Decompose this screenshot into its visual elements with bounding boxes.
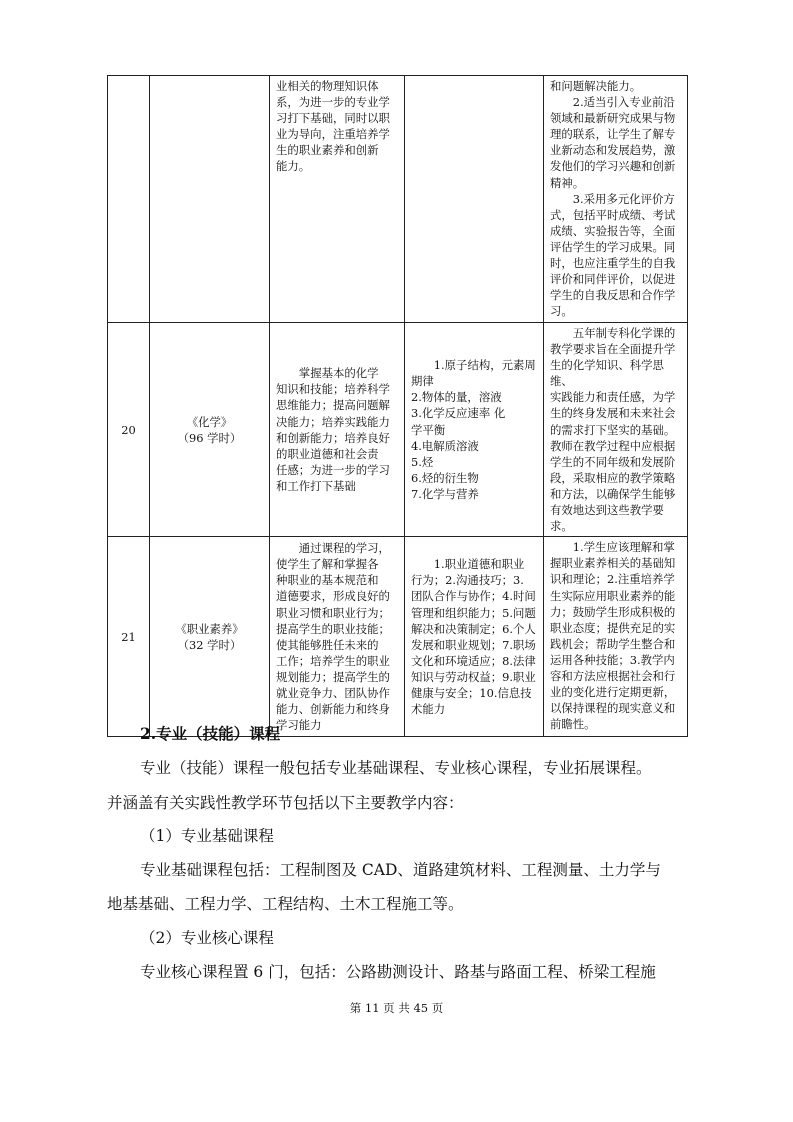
- objectives-cell: [270, 323, 405, 537]
- requirements-text: 3.采用多元化评价方 式，包括平时成绩、考试 成绩、实验报告等，全面 评估学生的学习成果。同 时，也应注重学生的自我 评价和同伴评价，以促进 学生的自我反思和合作学 习。: [550, 191, 676, 319]
- table-row: [108, 537, 688, 737]
- course-table: [107, 75, 688, 737]
- requirements-text: 和问题解决能力。: [550, 79, 642, 93]
- body-paragraph: 地基基础、工程力学、工程结构、土木工程施工等。: [107, 895, 464, 913]
- course-name-cell: [150, 76, 270, 323]
- course-name-cell: [150, 537, 270, 737]
- requirements-cell: [544, 537, 688, 737]
- content-cell: [405, 323, 544, 537]
- course-hours: （32 学时）: [177, 637, 242, 652]
- content-cell: [405, 76, 544, 323]
- body-paragraph: 专业（技能）课程一般包括专业基础课程、专业核心课程，专业拓展课程。: [140, 759, 652, 777]
- requirements-text: 1.学生应该理解和掌 握职业素养相关的基础知 识和理论；2.注重培养学 生实际应用职业素养的能 力；鼓励学生形成积极的 职业态度；提供充足的实 践机会；帮助学生整合和 运用各种技能；3.教学内 容和方法应根据社会和行 业的变化进行定期更新， 以保持课程的现实意义和 前瞻性。: [550, 540, 676, 732]
- content-text: 1.原子结构，元素周 期律 2.物体的量，溶液 3.化学反应速率 化 学平衡 4.电解质溶液 5.烃 6.烃的衍生物 7.化学与营养: [411, 358, 536, 501]
- page-footer: 第 11 页 共 45 页: [349, 1001, 444, 1015]
- objectives-text: 通过课程的学习， 使学生了解和掌握各 种职业的基本规范和 道德要求，形成良好的 职业习惯和职业行为； 提高学生的职业技能； 使其能够胜任未来的 工作；培养学生的职业 规划能力；提高学生的 就业竞争力、团队协作 能力、创新能力和终身 学习能力: [276, 541, 390, 733]
- objectives-cell: [270, 76, 405, 323]
- content-text: [405, 76, 543, 80]
- row-number-cell: 20: [108, 323, 150, 537]
- table-row: [108, 323, 688, 537]
- table-row: [108, 76, 688, 323]
- subsection-heading: （1）专业基础课程: [140, 827, 274, 845]
- section-heading: 2.专业（技能）课程: [140, 724, 281, 743]
- content-cell: [405, 537, 544, 737]
- requirements-text: 五年制专科化学课的 教学要求旨在全面提升学 生的化学知识、科学思维、 实践能力和责任感，为学 生的终身发展和未来社会 的需求打下坚实的基础。 教师在教学过程中应根据 学生的不同年级和发展阶 段，采取相应的教学策略 和方法，以确保学生能够 有效地达到这些教学要 求。: [550, 326, 676, 534]
- objectives-text: 业相关的物理知识体 系，为进一步的专业学 习打下基础，同时以职 业为导向，注重培养学 生的职业素养和创新 能力。: [276, 79, 390, 174]
- requirements-cell: [544, 323, 688, 537]
- course-name: 《化学》: [186, 414, 233, 429]
- requirements-text: 2.适当引入专业前沿 领域和最新研究成果与物 理的联系，让学生了解专 业新动态和发展趋势，激 发他们的学习兴趣和创新 精神。: [550, 95, 676, 190]
- objectives-text: 掌握基本的化学 知识和技能；培养科学 思维能力；提高问题解 决能力；培养实践能力 和创新能力；培养良好 的职业道德和社会责 任感；为进一步的学习 和工作打下基础: [276, 366, 390, 493]
- requirements-cell: [544, 76, 688, 323]
- course-hours: （96 学时）: [177, 430, 242, 445]
- body-paragraph: 专业核心课程置 6 门，包括：公路勘测设计、路基与路面工程、桥梁工程施: [140, 963, 656, 981]
- body-paragraph: 并涵盖有关实践性教学环节包括以下主要教学内容：: [107, 794, 464, 812]
- row-number-cell: 21: [108, 537, 150, 737]
- course-name: 《职业素养》: [175, 621, 244, 636]
- subsection-heading: （2）专业核心课程: [140, 929, 274, 947]
- course-name-cell: [150, 323, 270, 537]
- row-number-cell: [108, 76, 150, 323]
- content-text: 1.职业道德和职业 行为；2.沟通技巧；3. 团队合作与协作；4.时间 管理和组织能力；5.问题 解决和决策制定；6.个人 发展和职业规划；7.职场 文化和环境适应；8.法律 知识与劳动权益；9.职业 健康与安全；10.信息技 术能力: [411, 557, 536, 717]
- body-paragraph: 专业基础课程包括：工程制图及 CAD、道路建筑材料、工程测量、土力学与: [140, 861, 661, 879]
- objectives-cell: [270, 537, 405, 737]
